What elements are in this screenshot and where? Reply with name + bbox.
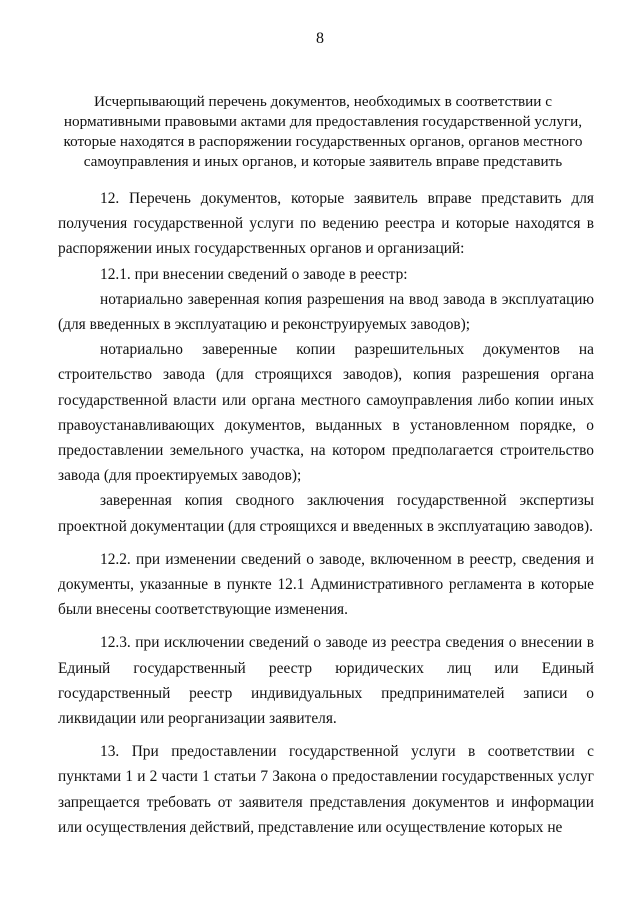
heading-line: самоуправления и иных органов, и которые заявитель вправе представить: [83, 153, 563, 170]
heading-line: нормативными правовыми актами для предоставления государственной услуги,: [63, 113, 583, 130]
paragraph-12: 12. Перечень документов, которые заявитель вправе представить для получения государственной услуги по ведению реестра и которые находятся в распоряжении иных государственных органов и организаций:: [58, 190, 594, 258]
paragraph-item-construction-permits: нотариально заверенные копии разрешительных документов на строительство завода (для строящихся заводов), копия разрешения органа государственной власти или органа местного самоуправления либо копии иных правоустанавливающих документов, выданных в установленном порядке, о предоставлении земельного участка, на котором предполагается строительство завода (для проектируемых заводов);: [58, 341, 594, 485]
paragraph-13: 13. При предоставлении государственной услуги в соответствии с пунктами 1 и 2 части 1 статьи 7 Закона о предоставлении государственных услуг запрещается требовать от заявителя представления документов и информации или осуществления действий, представление или осуществление которых не: [58, 743, 594, 836]
paragraph-item-expertise-conclusion: заверенная копия сводного заключения государственной экспертизы проектной документации (для строящихся и введенных в эксплуатацию заводов).: [58, 492, 594, 535]
paragraph-item-commissioning-permit: нотариально заверенная копия разрешения на ввод завода в эксплуатацию (для введенных в эксплуатацию и реконструируемых заводов);: [58, 290, 594, 334]
page-number: 8: [316, 30, 324, 47]
paragraph-12-1: 12.1. при внесении сведений о заводе в реестр:: [100, 265, 408, 283]
heading-line: Исчерпывающий перечень документов, необходимых в соответствии с: [94, 93, 552, 110]
section-heading: [60, 92, 586, 172]
paragraph-12-2: 12.2. при изменении сведений о заводе, включенном в реестр, сведения и документы, указанные в пункте 12.1 Административного регламента в которые были внесены соответствующие изменения.: [58, 550, 594, 619]
paragraph-12-3: 12.3. при исключении сведений о заводе из реестра сведения о внесении в Единый государственный реестр юридических лиц или Единый государственный реестр индивидуальных предпринимателей записи о ликвидации или реорганизации заявителя.: [58, 634, 594, 728]
heading-line: которые находятся в распоряжении государственных органов, органов местного: [63, 133, 583, 150]
body-text: [58, 186, 594, 840]
